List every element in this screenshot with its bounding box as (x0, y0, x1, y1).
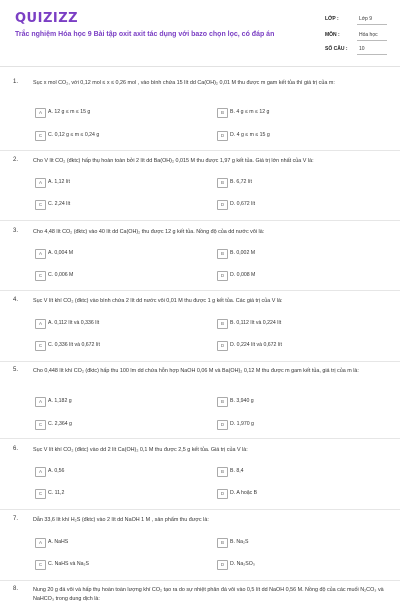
question-separator (0, 150, 400, 151)
option-key-box: D (217, 131, 228, 141)
option-key-box: C (35, 420, 46, 430)
option-c[interactable] (35, 420, 215, 430)
question-separator (0, 580, 400, 581)
option-c[interactable] (35, 271, 215, 281)
option-b[interactable] (217, 249, 397, 259)
option-key-box: A (35, 108, 46, 118)
option-text: A. 0,56 (48, 468, 65, 474)
question-separator (0, 290, 400, 291)
option-c[interactable] (35, 341, 215, 351)
option-key-box: C (35, 271, 46, 281)
option-text: A. 0,004 M (48, 250, 74, 256)
worksheet-header (0, 0, 400, 66)
option-key-box: D (217, 420, 228, 430)
option-text: D. 4 g ≤ m ≤ 15 g (230, 132, 270, 138)
option-text: C. NaHS và Na₂S (48, 561, 89, 567)
meta-subject-label: MÔN : (325, 32, 340, 38)
option-d[interactable] (217, 341, 397, 351)
question-separator (0, 361, 400, 362)
meta-subject-underline (357, 40, 387, 41)
option-text: D. 1,970 g (230, 421, 254, 427)
option-a[interactable] (35, 178, 215, 188)
meta-subject-value: Hóa học (359, 32, 378, 38)
question-text: Sục x mol CO₂, với 0,12 mol ≤ x ≤ 0,26 mol , vào bình chứa 15 lít dd Ca(OH)₂ 0,01 M thu được m gam kết tủa thì giá trị của m: (33, 80, 335, 86)
option-text: B. 4 g ≤ m ≤ 12 g (230, 109, 270, 115)
option-d[interactable] (217, 420, 397, 430)
option-text: C. 0,336 lít và 0,672 lít (48, 342, 100, 348)
meta-count-underline (357, 54, 387, 55)
question-separator (0, 438, 400, 439)
question-number: 6. (13, 446, 19, 452)
option-b[interactable] (217, 178, 397, 188)
option-key-box: C (35, 131, 46, 141)
option-d[interactable] (217, 200, 397, 210)
option-c[interactable] (35, 200, 215, 210)
option-c[interactable] (35, 560, 215, 570)
option-key-box: C (35, 489, 46, 499)
question-number: 2. (13, 157, 19, 163)
option-key-box: D (217, 271, 228, 281)
option-d[interactable] (217, 489, 397, 499)
question-text: Cho V lít CO₂ (đktc) hấp thụ hoàn toàn bởi 2 lít dd Ba(OH)₂ 0,015 M thu được 1,97 g kết tủa. Giá trị lớn nhất của V là: (33, 158, 314, 164)
option-text: A. 0,112 lít và 0,336 lít (48, 320, 100, 326)
question-number: 5. (13, 367, 19, 373)
option-text: C. 0,006 M (48, 272, 74, 278)
option-text: D. 0,224 lít và 0,672 lít (230, 342, 282, 348)
question-number: 8. (13, 586, 19, 592)
option-c[interactable] (35, 131, 215, 141)
option-key-box: A (35, 397, 46, 407)
option-key-box: D (217, 489, 228, 499)
option-key-box: A (35, 467, 46, 477)
question-text: Sục V lít khí CO₂ (đktc) vào dd 2 lít Ca(OH)₂ 0,1 M thu được 2,5 g kết tủa. Giá trị của V là: (33, 447, 248, 453)
meta-class-value: Lớp 9 (359, 16, 373, 22)
option-text: C. 0,12 g ≤ m ≤ 0,24 g (48, 132, 100, 138)
option-key-box: B (217, 249, 228, 259)
option-text: C. 11,2 (48, 490, 65, 496)
option-text: B. 3,940 g (230, 398, 254, 404)
option-key-box: B (217, 108, 228, 118)
option-b[interactable] (217, 319, 397, 329)
option-text: B. 0,002 M (230, 250, 256, 256)
page-title: Trắc nghiệm Hóa học 9 Bài tập oxit axit tác dụng với bazo chọn lọc, có đáp án (15, 31, 275, 38)
meta-count-label: SỐ CÂU : (325, 46, 348, 52)
option-key-box: B (217, 397, 228, 407)
option-a[interactable] (35, 538, 215, 548)
option-key-box: C (35, 200, 46, 210)
question-text: Nung 20 g đá vôi và hấp thụ hoàn toàn lượng khí CO₂ tạo ra do sự nhiệt phân đá vôi vào 0,5 lít dd NaOH 0,56 M. Nồng độ của các muối N₂CO₃ và NaHCO₃ trong dung dịch là: (33, 587, 384, 602)
option-a[interactable] (35, 397, 215, 407)
option-key-box: A (35, 538, 46, 548)
option-text: B. Na₂S (230, 539, 249, 545)
meta-class-label: LỚP : (325, 16, 339, 22)
option-key-box: C (35, 560, 46, 570)
option-key-box: A (35, 178, 46, 188)
option-key-box: A (35, 249, 46, 259)
question-text: Sục V lít khí CO₂ (đktc) vào bình chứa 2 lít dd nước vôi 0,01 M thu được 1 g kết tủa. Các giá trị của V là: (33, 298, 283, 304)
option-text: D. Na₂SO₃ (230, 561, 255, 567)
option-text: B. 8,4 (230, 468, 244, 474)
option-text: A. 12 g ≤ m ≤ 15 g (48, 109, 91, 115)
option-d[interactable] (217, 271, 397, 281)
option-text: A. 1,12 lít (48, 179, 70, 185)
question-number: 4. (13, 297, 19, 303)
option-text: B. 0,112 lít và 0,224 lít (230, 320, 282, 326)
option-b[interactable] (217, 397, 397, 407)
option-b[interactable] (217, 108, 397, 118)
meta-count-value: 10 (359, 46, 365, 52)
header-divider (0, 66, 400, 67)
option-a[interactable] (35, 249, 215, 259)
option-a[interactable] (35, 467, 215, 477)
option-text: D. A hoặc B (230, 490, 258, 496)
option-text: C. 2,24 lít (48, 201, 71, 207)
option-key-box: D (217, 200, 228, 210)
option-b[interactable] (217, 467, 397, 477)
meta-class-underline (357, 24, 387, 25)
option-text: A. 1,182 g (48, 398, 72, 404)
question-text: Dẫn 33,6 lít khí H₂S (đktc) vào 2 lít dd NaOH 1 M , sản phẩm thu được là: (33, 517, 209, 523)
question-number: 1. (13, 79, 19, 85)
option-text: D. 0,672 lít (230, 201, 256, 207)
option-key-box: D (217, 341, 228, 351)
option-b[interactable] (217, 538, 397, 548)
question-text: Cho 0,448 lít khí CO₂ (đktc) hấp thu 100 lm dd chứa hỗn hợp NaOH 0,06 M và Ba(OH)₂ 0,12 M thu được m gam kết tủa, giá trị của m là: (33, 368, 359, 374)
option-d[interactable] (217, 131, 397, 141)
option-text: D. 0,008 M (230, 272, 256, 278)
option-key-box: B (217, 467, 228, 477)
option-key-box: B (217, 319, 228, 329)
option-c[interactable] (35, 489, 215, 499)
question-number: 3. (13, 228, 19, 234)
option-key-box: B (217, 178, 228, 188)
question-separator (0, 220, 400, 221)
option-text: B. 6,72 lít (230, 179, 252, 185)
question-number: 7. (13, 516, 19, 522)
option-key-box: D (217, 560, 228, 570)
option-text: C. 2,364 g (48, 421, 72, 427)
option-key-box: C (35, 341, 46, 351)
option-a[interactable] (35, 108, 215, 118)
question-text: Cho 4,48 lít CO₂ (đktc) vào 40 lít dd Ca(OH)₂ thu được 12 g kết tủa. Nồng độ của dd nước vôi là: (33, 229, 265, 235)
option-d[interactable] (217, 560, 397, 570)
option-a[interactable] (35, 319, 215, 329)
question-separator (0, 509, 400, 510)
option-text: A. NaHS (48, 539, 69, 545)
option-key-box: B (217, 538, 228, 548)
option-key-box: A (35, 319, 46, 329)
quizizz-logo: QUIZIZZ (15, 11, 79, 26)
